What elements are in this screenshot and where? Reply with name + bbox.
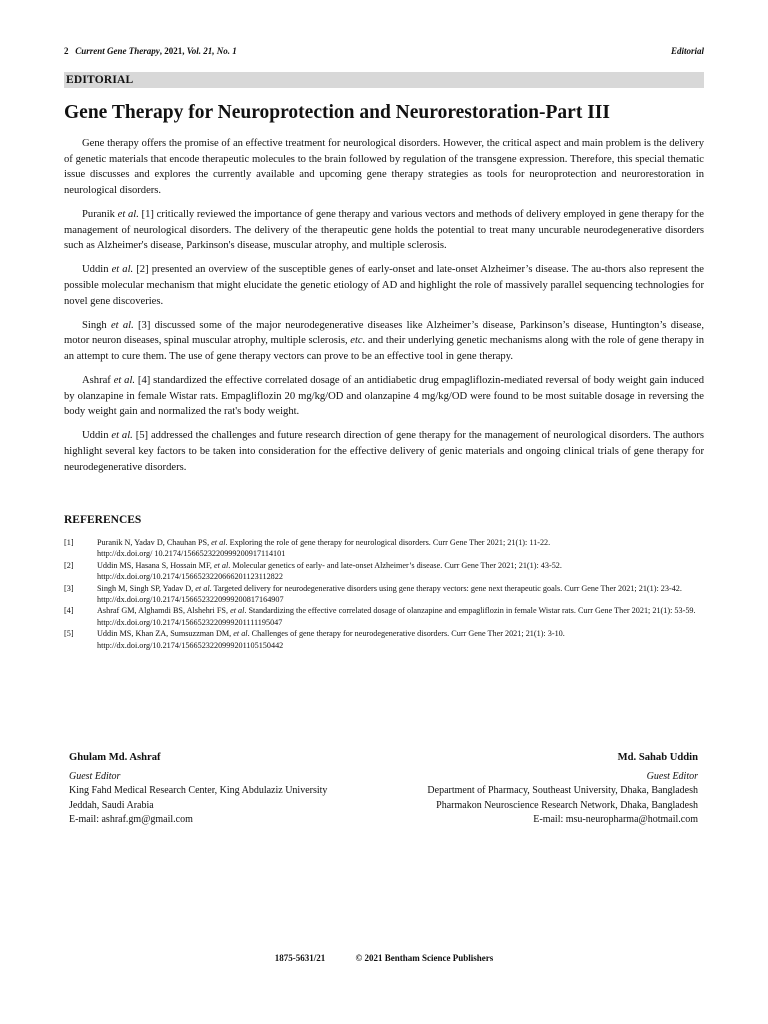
editor-email[interactable]: E-mail: msu-neuropharma@hotmail.com xyxy=(533,813,698,825)
article-body xyxy=(64,136,704,484)
reference-link[interactable]: http://dx.doi.org/10.2174/1566523220999200817164907 xyxy=(97,595,284,605)
editor-affiliation: King Fahd Medical Research Center, King Abdulaziz University xyxy=(69,785,328,797)
issn: 1875-5631/21 xyxy=(274,953,326,963)
reference-item xyxy=(64,605,704,628)
reference-item xyxy=(64,537,704,560)
page-number: 2 xyxy=(64,46,69,56)
reference-item xyxy=(64,560,704,583)
reference-item xyxy=(64,628,704,651)
paragraph-singh: Singh et al. [3] discussed some of the major neurodegenerative diseases like Alzheimer’s disease, Parkinson’s disease, Huntington’s disease, motor neuron diseases, spinal muscular atrophy, multiple sclerosis, etc. and their underlying genetic mechanisms along with the role of gene therapy in an attempt to cure them. The use of gene therapy vectors can prove to be an effective tool in gene therapy. xyxy=(64,319,705,362)
reference-text: Singh M, Singh SP, Yadav D, et al. Targeted delivery for neurodegenerative disorders using gene therapy vectors: gene next therapeutic goals. Curr Gene Ther 2021; 21(1): 23-42. http://dx.doi.org/10.2174/1566523220999200817164907 xyxy=(97,583,704,606)
reference-link[interactable]: http://dx.doi.org/ 10.2174/1566523220999200917114101 xyxy=(97,549,286,559)
reference-number: [2] xyxy=(64,560,74,570)
header-section: Editorial xyxy=(670,46,704,56)
header-citation: 2 Current Gene Therapy, 2021, Vol. 21, No. 1 xyxy=(64,46,237,56)
editor-name: Ghulam Md. Ashraf xyxy=(69,752,161,763)
editor-role: Guest Editor xyxy=(69,771,121,783)
reference-link[interactable]: http://dx.doi.org/10.2174/1566523220666201123112822 xyxy=(97,572,283,582)
reference-number: [4] xyxy=(64,606,74,616)
paragraph-ashraf: Ashraf et al. [4] standardized the effective correlated dosage of an antidiabetic drug empagliflozin-mediated reversal of body weight gain induced by olanzapine in female Wistar rats. Empagliflozin 20 mg/kg/OD and olanzapine 4 mg/kg/OD were found to be most suitable dosage in reversing the body weight gain and normalized the rat's body weight. xyxy=(64,375,704,418)
reference-link[interactable]: http://dx.doi.org/10.2174/1566523220999201111195047 xyxy=(97,617,283,627)
journal-year: 2021 xyxy=(164,46,183,56)
reference-link[interactable]: http://dx.doi.org/10.2174/1566523220999201105150442 xyxy=(97,640,284,650)
reference-list xyxy=(64,537,704,651)
page-footer xyxy=(0,953,768,963)
guest-editor-ashraf xyxy=(69,751,327,827)
editor-location: Jeddah, Saudi Arabia xyxy=(69,799,154,811)
reference-text: Uddin MS, Khan ZA, Sumsuzzman DM, et al. Challenges of gene therapy for neurodegenerative disorders. Curr Gene Ther 2021; 21(1): 3-10. http://dx.doi.org/10.2174/1566523220999201105150442 xyxy=(97,628,704,651)
reference-text: Puranik N, Yadav D, Chauhan PS, et al. Exploring the role of gene therapy for neurological disorders. Curr Gene Ther 2021; 21(1): 11-22. http://dx.doi.org/ 10.2174/1566523220999200917114101 xyxy=(97,537,704,560)
section-label: EDITORIAL xyxy=(64,72,704,88)
paragraph-uddin-2: Uddin et al. [5] addressed the challenges and future research direction of gene therapy for the management of neurological disorders. The authors highlight several key factors to be taken into consideration for the effective delivery of genic materials and ongoing clinical trials of gene therapy for neurodegenerative disorders. xyxy=(64,430,704,473)
reference-item xyxy=(64,583,704,606)
journal-volume: Vol. 21, No. 1 xyxy=(186,46,237,56)
editor-email[interactable]: E-mail: ashraf.gm@gmail.com xyxy=(69,813,193,825)
reference-text: Uddin MS, Hasana S, Hossain MF, et al. Molecular genetics of early- and late-onset Alzheimer’s disease. Curr Gene Ther 2021; 21(1): 43-52. http://dx.doi.org/10.2174/1566523220666201123112822 xyxy=(97,560,704,583)
paragraph-puranik: Puranik et al. [1] critically reviewed the importance of gene therapy and various vectors and methods of delivery employed in gene therapy for the management of neurological disorders. The delivery of the therapeutic gene holds the potential to treat many uncurable neurodegenerative disorders such as Alzheimer's disease, Parkinson's disease, muscular atrophy, and multiple sclerosis. xyxy=(64,208,704,252)
reference-number: [1] xyxy=(64,538,74,547)
reference-number: [3] xyxy=(64,583,74,593)
copyright: © 2021 Bentham Science Publishers xyxy=(355,953,494,963)
paragraph-intro: Gene therapy offers the promise of an effective treatment for neurological disorders. However, the critical aspect and main problem is the delivery of genetic materials that encode therapeutic molecules to the brain followed by regulation of the transgene expression. Therefore, this special thematic issue discusses and explores the currently available and upcoming gene therapy strategies as tools for neuroprotection and neurorestoration in neurological disorders. xyxy=(64,138,704,196)
editor-location: Pharmakon Neuroscience Research Network, Dhaka, Bangladesh xyxy=(436,799,698,811)
references-heading: REFERENCES xyxy=(64,514,142,526)
editor-affiliation: Department of Pharmacy, Southeast University, Dhaka, Bangladesh xyxy=(427,785,698,797)
reference-number: [5] xyxy=(64,629,74,639)
guest-editor-uddin xyxy=(427,751,698,827)
article-title: Gene Therapy for Neuroprotection and Neurorestoration-Part III xyxy=(64,102,610,123)
editor-role: Guest Editor xyxy=(646,771,698,783)
journal-name: Current Gene Therapy xyxy=(75,46,160,56)
reference-text: Ashraf GM, Alghamdi BS, Alshehri FS, et al. Standardizing the effective correlated dosage of olanzapine and empagliflozin in female Wistar rats. Curr Gene Ther 2021; 21(1): 53-59. http://dx.doi.org/10.2174/1566523220999201111195047 xyxy=(97,605,704,628)
editor-name: Md. Sahab Uddin xyxy=(617,752,698,763)
paragraph-uddin-1: Uddin et al. [2] presented an overview of the susceptible genes of early-onset and late-onset Alzheimer’s disease. The au-thors also represent the possible molecular mechanism that might elucidate the genetic etiology of AD and highlight the role of massively parallel sequencing technologies for novel gene discoveries. xyxy=(64,264,704,307)
